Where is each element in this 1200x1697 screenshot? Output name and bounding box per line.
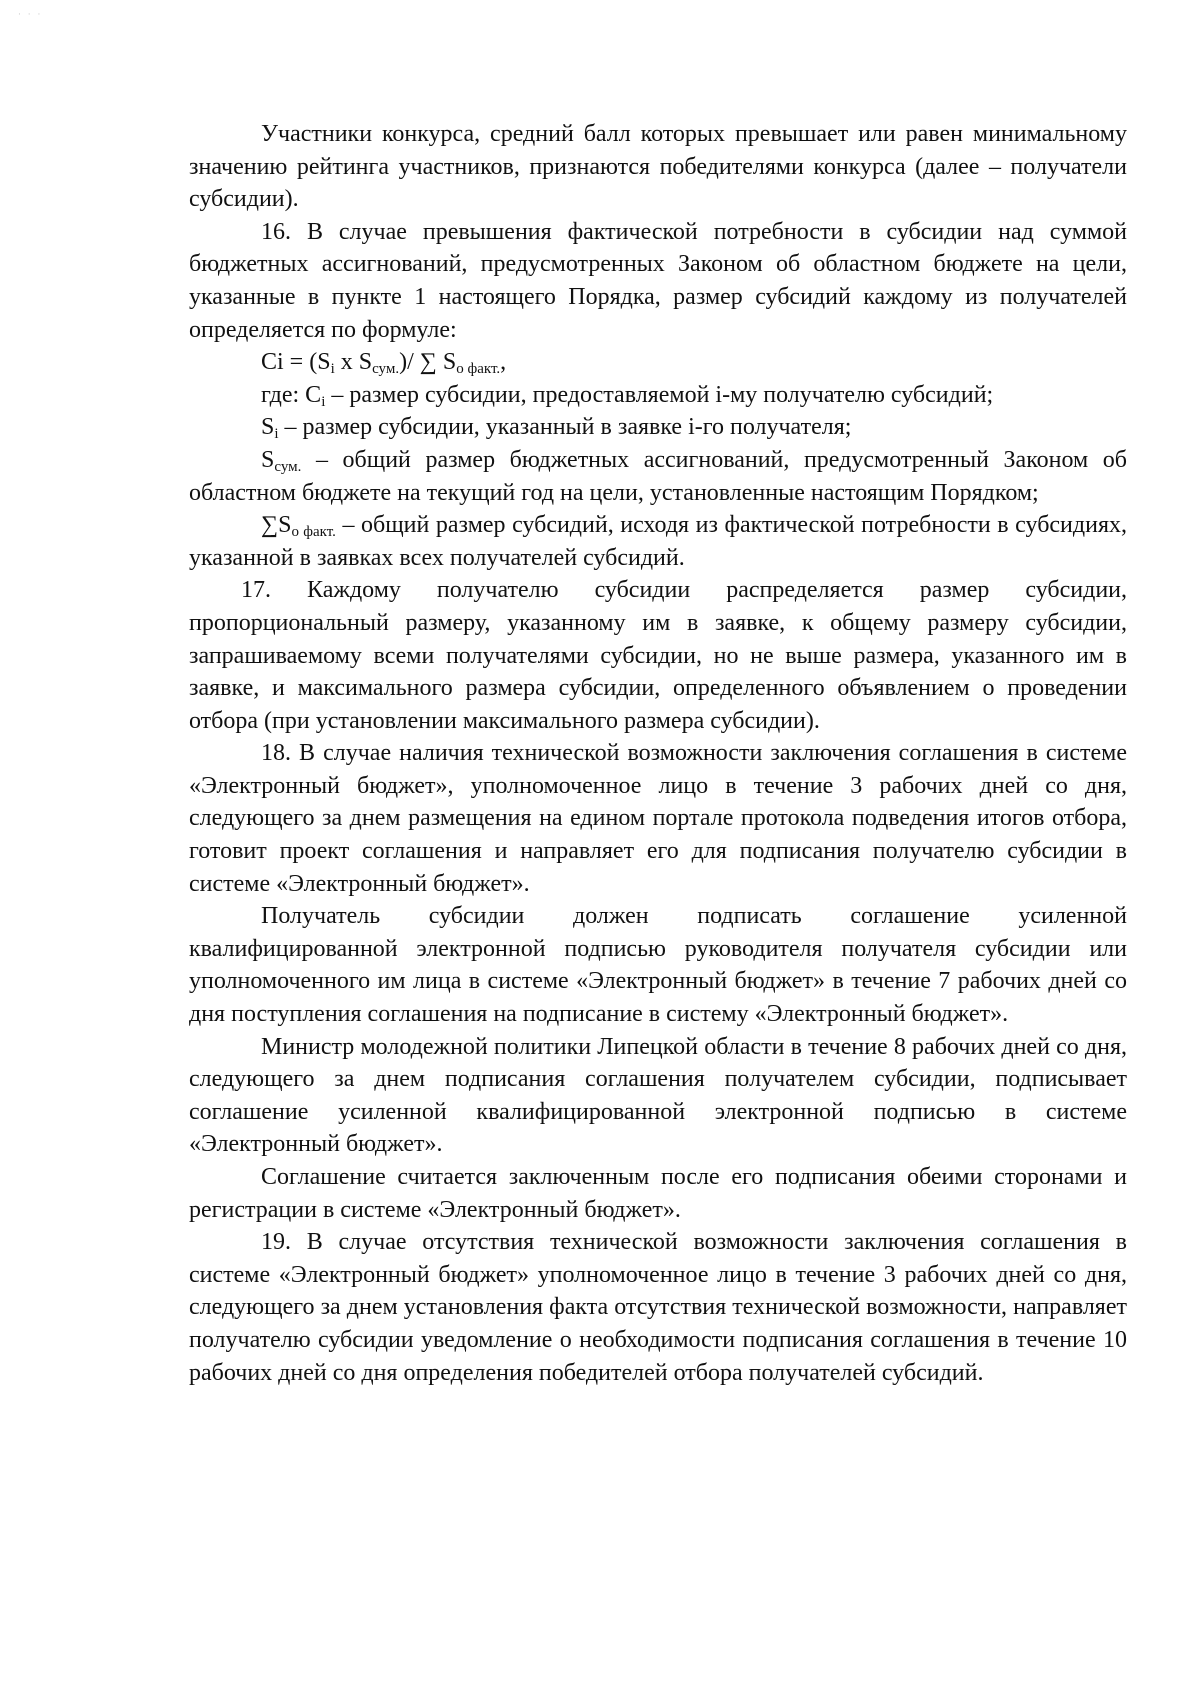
definition-ssum-sub: сум.	[274, 458, 302, 475]
scan-corner-mark: · · ·	[18, 10, 43, 20]
definition-si	[189, 411, 1127, 444]
formula-part-a: Ci = (S	[261, 349, 331, 376]
definition-si-sub: i	[274, 426, 279, 443]
definition-ssum-text: – общий размер бюджетных ассигнований, предусмотренный Законом об областном бюджете на текущий год на цели, установленные настоящим Порядком;	[189, 446, 1127, 506]
subsidy-formula	[189, 346, 1127, 379]
paragraph-18-concluded: Соглашение считается заключенным после его подписания обеими сторонами и регистрации в системе «Электронный бюджет».	[189, 1164, 1127, 1223]
paragraph-16: 16. В случае превышения фактической потребности в субсидии над суммой бюджетных ассигнований, предусмотренных Законом об областном бюджете на цели, указанные в пункте 1 настоящего Порядка, размер субсидий каждому из получателей определяется по формуле:	[189, 218, 1127, 343]
definition-ssum-prefix: S	[261, 446, 275, 473]
formula-sub-i: i	[330, 361, 335, 378]
formula-part-b: x S	[334, 349, 373, 376]
paragraph-17: 17. Каждому получателю субсидии распределяется размер субсидии, пропорциональный размеру, указанному им в заявке, к общему размеру субсидии, запрашиваемому всеми получателями субсидии, но не выше размера, указанного им в заявке, и максимального размера субсидии, определенного объявлением о проведении отбора (при установлении максимального размера субсидии).	[189, 577, 1127, 734]
paragraph-19: 19. В случае отсутствия технической возможности заключения соглашения в системе «Электронный бюджет» уполномоченное лицо в течение 3 рабочих дней со дня, следующего за днем установления факта отсутствия технической возможности, направляет получателю субсидии уведомление о необходимости подписания соглашения в течение 10 рабочих дней со дня определения победителей отбора получателей субсидий.	[189, 1229, 1127, 1386]
paragraph-18: 18. В случае наличия технической возможности заключения соглашения в системе «Электронный бюджет», уполномоченное лицо в течение 3 рабочих дней со дня, следующего за днем размещения на едином портале протокола подведения итогов отбора, готовит проект соглашения и направляет его для подписания получателю субсидии в системе «Электронный бюджет».	[189, 740, 1127, 897]
definition-ci-text: – размер субсидии, предоставляемой i-му получателю субсидий;	[325, 381, 994, 408]
definition-si-prefix: S	[261, 414, 275, 441]
definition-sfact-sub: о факт.	[291, 524, 336, 541]
definition-si-text: – размер субсидии, указанный в заявке i-го получателя;	[278, 414, 852, 441]
formula-part-c: )/ ∑ S	[399, 349, 457, 376]
definition-ci-prefix: где: C	[261, 381, 322, 408]
definition-ssum	[189, 444, 1127, 509]
definition-sfact-text: – общий размер субсидий, исходя из фактической потребности в субсидиях, указанной в заявках всех получателей субсидий.	[189, 512, 1127, 571]
document-body	[189, 118, 1127, 1389]
paragraph-winners: Участники конкурса, средний балл которых превышает или равен минимальному значению рейтинга участников, признаются победителями конкурса (далее – получатели субсидии).	[189, 121, 1127, 213]
definition-ci-sub: i	[321, 393, 326, 410]
formula-part-d: ,	[500, 349, 507, 376]
definition-sfact-prefix: ∑S	[261, 512, 292, 539]
formula-sub-fact: о факт.	[456, 361, 501, 378]
paragraph-18-signing: Получатель субсидии должен подписать соглашение усиленной квалифицированной электронной подписью руководителя получателя субсидии или уполномоченного им лица в системе «Электронный бюджет» в течение 7 рабочих дней со дня поступления соглашения на подписание в систему «Электронный бюджет».	[189, 903, 1127, 1028]
definition-ci	[189, 379, 1127, 412]
paragraph-18-minister: Министр молодежной политики Липецкой области в течение 8 рабочих дней со дня, следующего за днем подписания соглашения получателем субсидии, подписывает соглашение усиленной квалифицированной электронной подписью в системе «Электронный бюджет».	[189, 1033, 1127, 1158]
formula-sub-sum: сум.	[372, 361, 400, 378]
definition-sfact	[189, 509, 1127, 574]
